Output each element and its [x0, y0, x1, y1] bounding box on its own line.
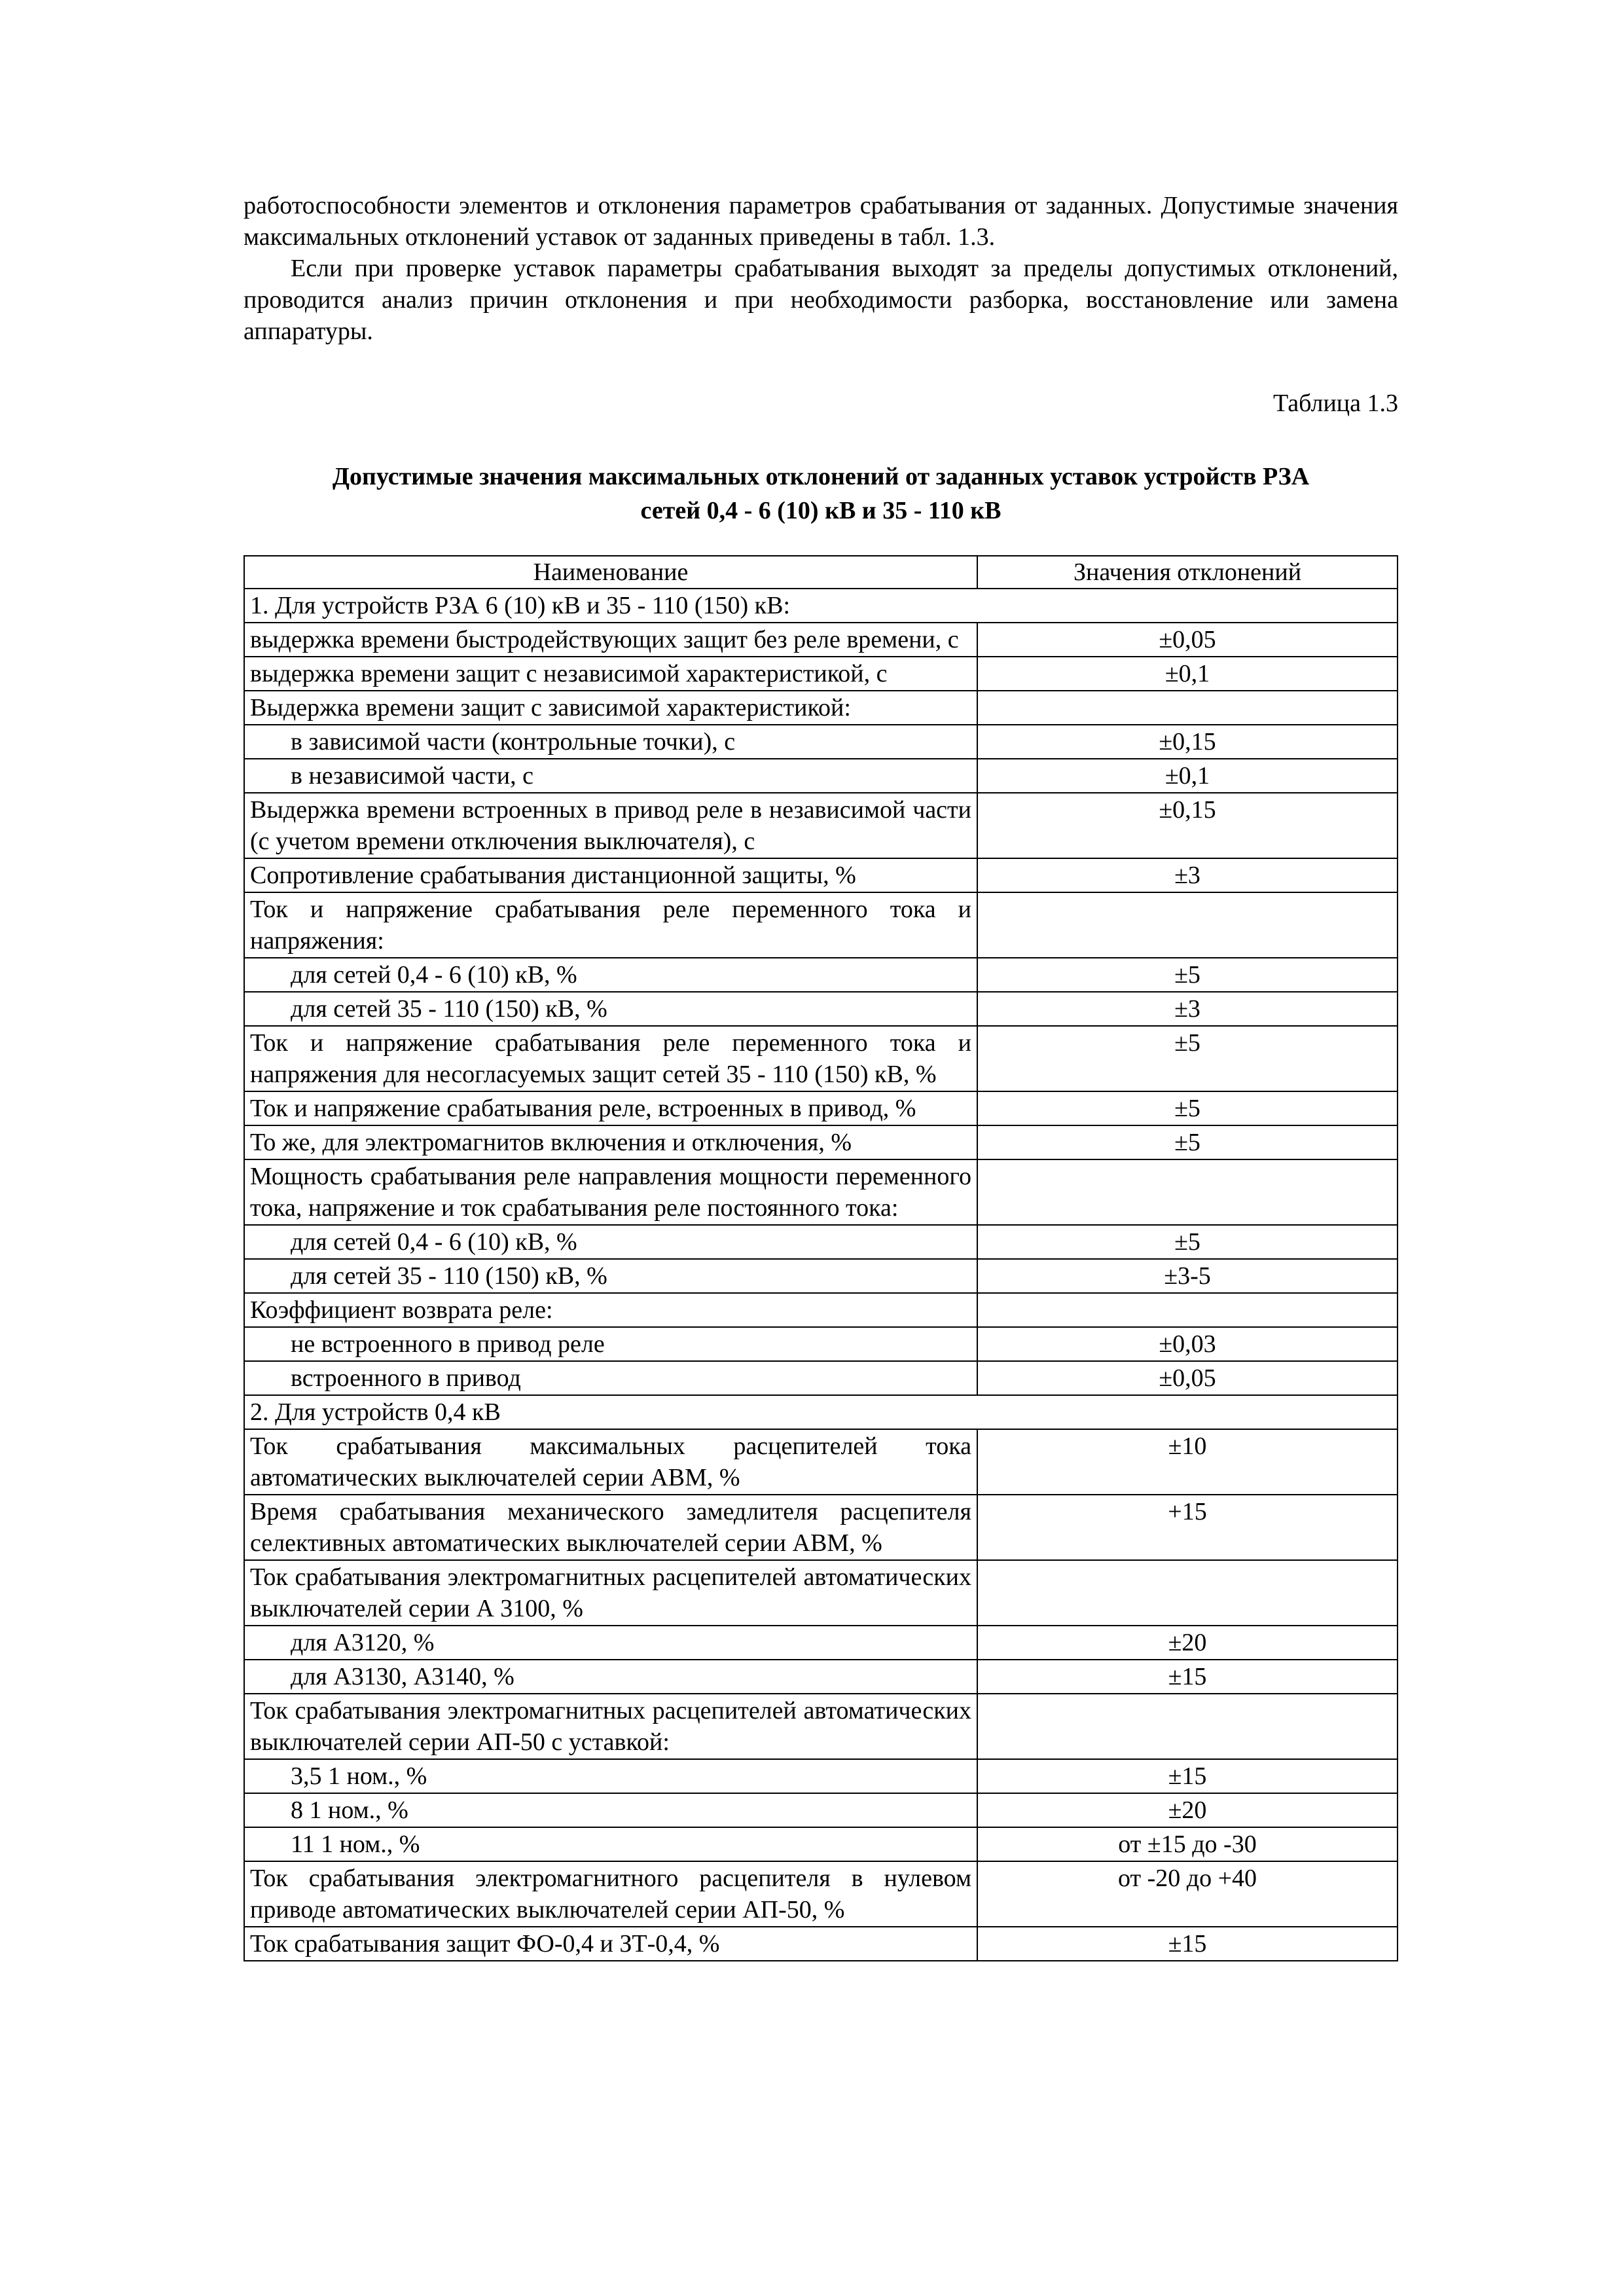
deviation-value: +15 — [977, 1495, 1398, 1560]
parameter-name: Мощность срабатывания реле направления мощности переменного тока, напряжение и ток срабатывания реле постоянного тока: — [244, 1159, 977, 1225]
parameter-name: Сопротивление срабатывания дистанционной защиты, % — [244, 858, 977, 892]
deviation-value: ±5 — [977, 1125, 1398, 1159]
deviation-value — [977, 1159, 1398, 1225]
deviation-value: ±0,1 — [977, 657, 1398, 691]
parameter-name: Ток и напряжение срабатывания реле переменного тока и напряжения для несогласуемых защит сетей 35 - 110 (150) кВ, % — [244, 1026, 977, 1091]
table-section-row — [244, 1395, 1398, 1429]
table-title — [244, 460, 1398, 528]
parameter-name: Ток срабатывания максимальных расцепителей тока автоматических выключателей серии АВМ, % — [244, 1429, 977, 1495]
deviation-value: ±15 — [977, 1660, 1398, 1694]
parameter-name: 8 1 ном., % — [244, 1793, 977, 1827]
table-row — [244, 1327, 1398, 1361]
table-row — [244, 1259, 1398, 1293]
deviation-value: от ±15 до -30 — [977, 1827, 1398, 1861]
parameter-name: 11 1 ном., % — [244, 1827, 977, 1861]
table-row — [244, 691, 1398, 725]
parameter-name: Ток и напряжение срабатывания реле переменного тока и напряжения: — [244, 892, 977, 958]
parameter-name: для сетей 0,4 - 6 (10) кВ, % — [244, 1225, 977, 1259]
table-body — [244, 589, 1398, 1961]
table-row — [244, 1293, 1398, 1327]
parameter-name: для сетей 35 - 110 (150) кВ, % — [244, 992, 977, 1026]
header-name: Наименование — [244, 556, 977, 589]
deviation-value: ±10 — [977, 1429, 1398, 1495]
header-value: Значения отклонений — [977, 556, 1398, 589]
parameter-name: Ток срабатывания электромагнитных расцепителей автоматических выключателей серии АП-50 с уставкой: — [244, 1694, 977, 1759]
deviation-value: ±5 — [977, 958, 1398, 992]
parameter-name: для А3130, А3140, % — [244, 1660, 977, 1694]
table-row — [244, 1861, 1398, 1927]
table-row — [244, 1429, 1398, 1495]
table-row — [244, 793, 1398, 858]
deviation-value: ±5 — [977, 1225, 1398, 1259]
table-row — [244, 1793, 1398, 1827]
parameter-name: Выдержка времени защит с зависимой характеристикой: — [244, 691, 977, 725]
parameter-name: для сетей 0,4 - 6 (10) кВ, % — [244, 958, 977, 992]
parameter-name: не встроенного в привод реле — [244, 1327, 977, 1361]
section-heading: 2. Для устройств 0,4 кВ — [244, 1395, 1398, 1429]
table-row — [244, 759, 1398, 793]
parameter-name: встроенного в привод — [244, 1361, 977, 1395]
table-row — [244, 1927, 1398, 1961]
deviation-value: ±3 — [977, 992, 1398, 1026]
deviation-value: ±15 — [977, 1927, 1398, 1961]
table-row — [244, 1626, 1398, 1660]
table-row — [244, 1361, 1398, 1395]
table-title-line-2: сетей 0,4 - 6 (10) кВ и 35 - 110 кВ — [640, 497, 1001, 524]
deviation-value: ±3-5 — [977, 1259, 1398, 1293]
parameter-name: для сетей 35 - 110 (150) кВ, % — [244, 1259, 977, 1293]
deviation-value: ±0,15 — [977, 793, 1398, 858]
deviation-value: ±0,03 — [977, 1327, 1398, 1361]
deviation-value: ±0,1 — [977, 759, 1398, 793]
table-row — [244, 657, 1398, 691]
deviation-value: ±0,15 — [977, 725, 1398, 759]
deviation-value — [977, 1694, 1398, 1759]
table-row — [244, 1759, 1398, 1793]
deviation-value: ±15 — [977, 1759, 1398, 1793]
parameter-name: в зависимой части (контрольные точки), с — [244, 725, 977, 759]
deviation-value: от -20 до +40 — [977, 1861, 1398, 1927]
deviations-table — [244, 555, 1398, 1961]
parameter-name: То же, для электромагнитов включения и отключения, % — [244, 1125, 977, 1159]
table-section-row — [244, 589, 1398, 623]
table-row — [244, 892, 1398, 958]
table-header-row — [244, 556, 1398, 589]
table-title-line-1: Допустимые значения максимальных отклонений от заданных уставок устройств РЗА — [332, 463, 1310, 490]
deviation-value — [977, 691, 1398, 725]
deviation-value: ±0,05 — [977, 623, 1398, 657]
table-row — [244, 1225, 1398, 1259]
deviation-value: ±5 — [977, 1026, 1398, 1091]
deviation-value — [977, 892, 1398, 958]
table-caption: Таблица 1.3 — [1272, 390, 1398, 417]
intro-paragraph-1: работоспособности элементов и отклонения параметров срабатывания от заданных. Допустимые значения максимальных отклонений уставок от заданных приведены в табл. 1.3. — [244, 192, 1398, 251]
table-row — [244, 1495, 1398, 1560]
table-row — [244, 1026, 1398, 1091]
parameter-name: Ток срабатывания электромагнитных расцепителей автоматических выключателей серии А 3100, % — [244, 1560, 977, 1626]
table-row — [244, 858, 1398, 892]
table-row — [244, 958, 1398, 992]
parameter-name: для А3120, % — [244, 1626, 977, 1660]
deviation-value: ±5 — [977, 1091, 1398, 1125]
parameter-name: в независимой части, с — [244, 759, 977, 793]
parameter-name: Коэффициент возврата реле: — [244, 1293, 977, 1327]
document-page — [244, 190, 1398, 1961]
table-row — [244, 1827, 1398, 1861]
deviation-value: ±3 — [977, 858, 1398, 892]
table-row — [244, 1660, 1398, 1694]
table-row — [244, 1694, 1398, 1759]
table-row — [244, 992, 1398, 1026]
table-row — [244, 725, 1398, 759]
table-row — [244, 1159, 1398, 1225]
parameter-name: Ток срабатывания защит ФО-0,4 и ЗТ-0,4, % — [244, 1927, 977, 1961]
parameter-name: выдержка времени защит с независимой характеристикой, с — [244, 657, 977, 691]
deviation-value — [977, 1560, 1398, 1626]
section-heading: 1. Для устройств РЗА 6 (10) кВ и 35 - 110 (150) кВ: — [244, 589, 1398, 623]
table-row — [244, 1125, 1398, 1159]
parameter-name: Ток срабатывания электромагнитного расцепителя в нулевом приводе автоматических выключателей серии АП-50, % — [244, 1861, 977, 1927]
parameter-name: Время срабатывания механического замедлителя расцепителя селективных автоматических выключателей серии АВМ, % — [244, 1495, 977, 1560]
parameter-name: Выдержка времени встроенных в привод реле в независимой части (с учетом времени отключения выключателя), с — [244, 793, 977, 858]
deviation-value: ±20 — [977, 1626, 1398, 1660]
table-row — [244, 1560, 1398, 1626]
parameter-name: 3,5 1 ном., % — [244, 1759, 977, 1793]
table-row — [244, 623, 1398, 657]
deviation-value — [977, 1293, 1398, 1327]
parameter-name: Ток и напряжение срабатывания реле, встроенных в привод, % — [244, 1091, 977, 1125]
intro-paragraph-2: Если при проверке уставок параметры срабатывания выходят за пределы допустимых отклонений, проводится анализ причин отклонения и при необходимости разборка, восстановление или замена аппаратуры. — [244, 255, 1398, 345]
deviation-value: ±20 — [977, 1793, 1398, 1827]
deviation-value: ±0,05 — [977, 1361, 1398, 1395]
table-row — [244, 1091, 1398, 1125]
parameter-name: выдержка времени быстродействующих защит без реле времени, с — [244, 623, 977, 657]
